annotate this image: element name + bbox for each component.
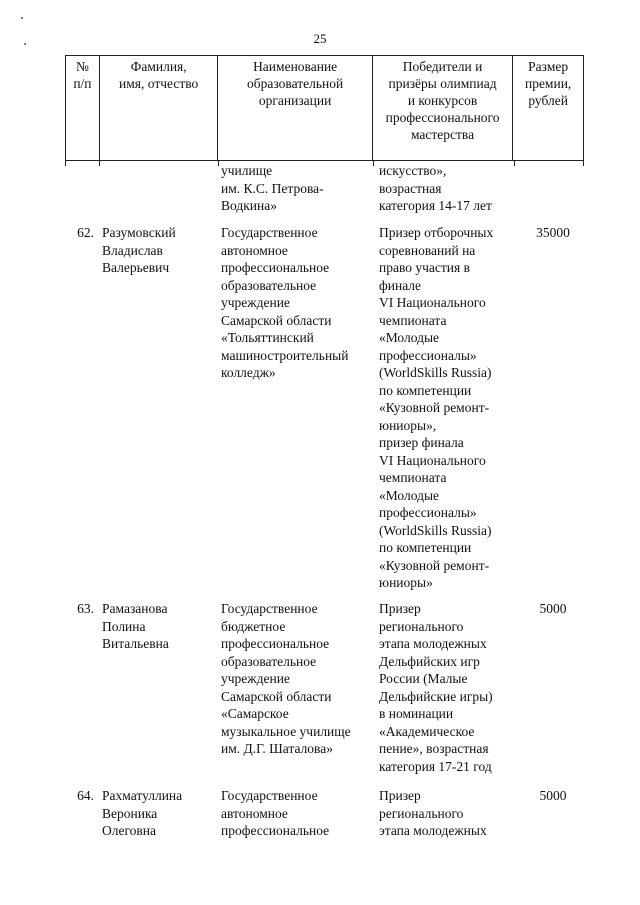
entry-organization-line: профессиональное — [221, 260, 330, 275]
entry-description-line: «Кузовной ремонт- — [379, 400, 490, 415]
entry-description-line: «Академическое — [379, 723, 475, 739]
entry-description-line: соревнований на — [379, 242, 476, 258]
entry-description-line: Призер отборочных — [379, 225, 494, 240]
entry-full-name-line: Рамазанова — [102, 601, 168, 616]
entry-description-line: финале — [379, 277, 422, 293]
entry-prize: 35000 — [536, 225, 570, 240]
entry-description-line: (WorldSkills Russia) — [379, 365, 492, 380]
entry-full-name — [102, 224, 218, 277]
entry-organization — [221, 600, 371, 758]
entry-organization-line: бюджетное — [221, 618, 286, 634]
entry-description-line: профессионалы» — [379, 347, 477, 363]
column-divider — [373, 160, 374, 166]
entry-full-name — [102, 600, 218, 653]
entry-description-line: регионального — [379, 618, 464, 634]
entry-description-line: (WorldSkills Russia) — [379, 522, 492, 538]
entry-description-line: призер финала — [379, 435, 464, 450]
entry-description-line: «Кузовной ремонт- — [379, 557, 490, 573]
column-divider — [583, 160, 584, 166]
entry-prize: 5000 — [539, 788, 567, 803]
entry-organization-line: им. Д.Г. Шаталова» — [221, 741, 333, 756]
entry-description-line: юниоры» — [379, 575, 433, 590]
entry-organization-line: профессиональное — [221, 823, 330, 838]
entry-description-line: «Молодые — [379, 330, 440, 345]
column-divider — [65, 160, 66, 166]
entry-description-line: в номинации — [379, 706, 454, 721]
entry-description-line: «Молодые — [379, 487, 440, 503]
column-divider — [99, 160, 100, 166]
entry-description-line: Дельфийских игр — [379, 653, 480, 669]
entry-organization-line: автономное — [221, 805, 288, 821]
entry-organization-line: машиностроительный — [221, 347, 349, 363]
entry-description-line: по компетенции — [379, 382, 472, 398]
entry-full-name-line: Витальевна — [102, 636, 169, 651]
table-header — [65, 55, 584, 161]
page-number: 25 — [313, 31, 327, 46]
entry-description-line: пение», возрастная — [379, 741, 489, 756]
entry-organization-line: музыкальное училище — [221, 723, 351, 739]
header-prize: Размер премии, рублей — [524, 59, 572, 108]
entry-description-line: этапа молодежных — [379, 636, 487, 651]
header-winners: Победители и призёры олимпиад и конкурсов профессионального мастерства — [373, 56, 513, 160]
entry-organization — [221, 787, 371, 840]
entry-number: 64. — [77, 788, 94, 803]
entry-full-name-line: Олеговна — [102, 823, 157, 838]
entry-organization-line: Государственное — [221, 788, 318, 803]
entry-organization-line: «Самарское — [221, 706, 289, 721]
entry-description-line: юниоры», — [379, 417, 437, 433]
column-divider — [218, 160, 219, 166]
entry-description — [379, 224, 519, 592]
entry-description-line: профессионалы» — [379, 505, 477, 520]
entry-description-line: право участия в — [379, 260, 470, 275]
entry-organization-line: Самарской области — [221, 312, 332, 328]
entry-organization-line: Государственное — [221, 601, 318, 616]
header-full-name: Фамилия, имя, отчество — [100, 56, 219, 160]
entry-description — [379, 600, 519, 775]
scan-speck — [21, 17, 23, 19]
entry-organization-line: учреждение — [221, 671, 290, 686]
entry-number: 63. — [77, 601, 94, 616]
entry-full-name — [102, 787, 218, 840]
entry-full-name-line: Владислав — [102, 242, 163, 258]
entry-description-line: чемпионата — [379, 470, 447, 485]
entry-full-name-line: Валерьевич — [102, 260, 170, 275]
entry-organization-line: профессиональное — [221, 636, 330, 651]
entry-description-line: категория 17-21 год — [379, 758, 492, 774]
entry-organization-line: колледж» — [221, 365, 276, 380]
entry-organization-line: учреждение — [221, 295, 290, 310]
continued-organization: училище им. К.С. Петрова- Водкина» — [221, 163, 324, 213]
entry-organization — [221, 224, 371, 382]
entry-full-name-line: Разумовский — [102, 225, 176, 240]
continued-description: искусство», возрастная категория 14-17 лет — [379, 163, 492, 213]
entry-prize: 5000 — [539, 601, 567, 616]
entry-description-line: России (Малые — [379, 671, 468, 686]
entry-description — [379, 787, 519, 840]
entry-number: 62. — [77, 225, 94, 240]
entry-full-name-line: Рахматуллина — [102, 788, 183, 803]
entry-organization-line: образовательное — [221, 653, 317, 669]
entry-description-line: Призер — [379, 601, 421, 616]
entry-full-name-line: Полина — [102, 618, 146, 634]
entry-organization-line: Самарской области — [221, 688, 332, 704]
header-number: № п/п — [66, 56, 100, 160]
entry-description-line: Дельфийские игры) — [379, 688, 493, 704]
entry-organization-line: образовательное — [221, 277, 317, 293]
entry-description-line: этапа молодежных — [379, 823, 487, 838]
entry-full-name-line: Вероника — [102, 805, 158, 821]
entry-description-line: Призер — [379, 788, 421, 803]
entry-description-line: чемпионата — [379, 312, 447, 328]
entry-description-line: по компетенции — [379, 540, 472, 555]
entry-organization-line: Государственное — [221, 225, 318, 240]
entry-organization-line: «Тольяттинский — [221, 330, 314, 345]
entry-description-line: VI Национального — [379, 452, 486, 468]
entry-description-line: регионального — [379, 805, 464, 821]
scan-speck — [24, 43, 26, 45]
entry-description-line: VI Национального — [379, 295, 486, 310]
entry-organization-line: автономное — [221, 242, 288, 258]
header-organization: Наименование образовательной организации — [218, 56, 372, 160]
